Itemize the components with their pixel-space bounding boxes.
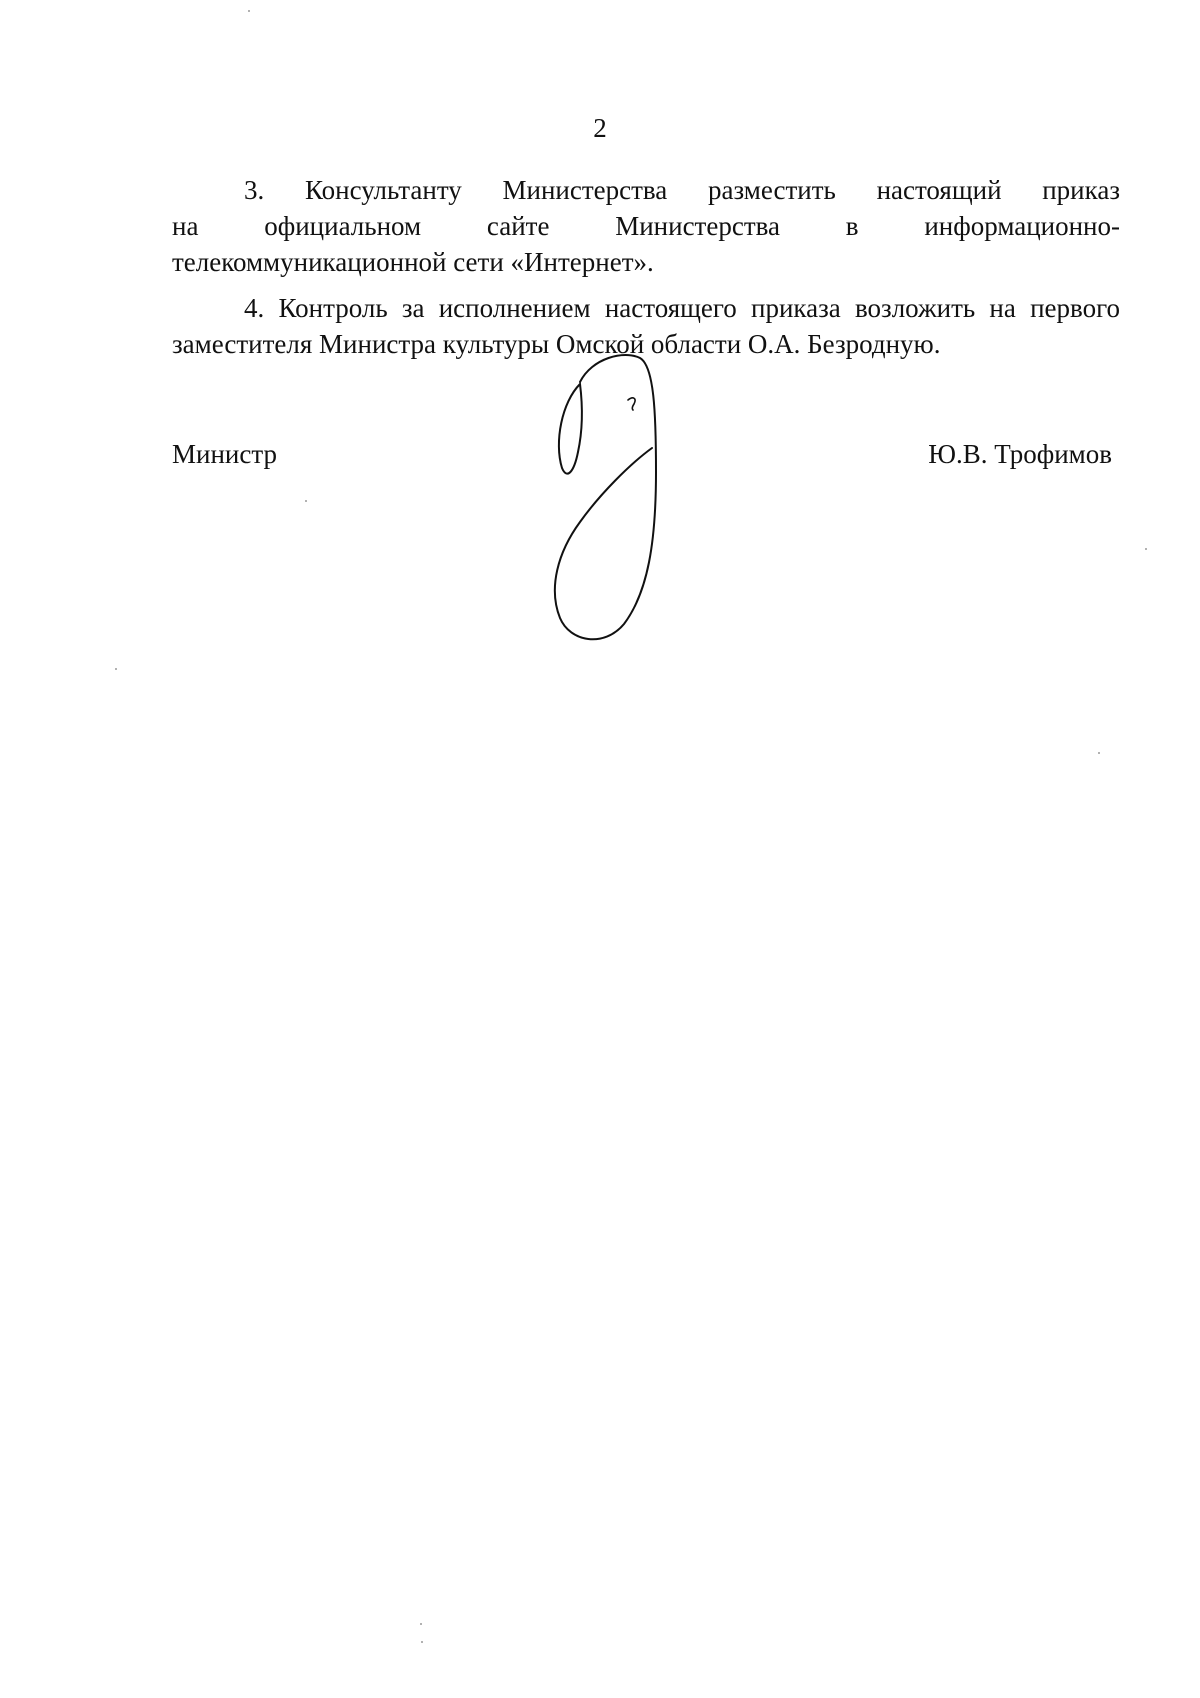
scan-speck bbox=[1145, 548, 1147, 550]
signer-name: Ю.В. Трофимов bbox=[928, 439, 1112, 469]
document-body bbox=[172, 172, 1120, 362]
scan-speck bbox=[1098, 752, 1100, 754]
paragraph-4-line-2: заместителя Министра культуры Омской области О.А. Безродную. bbox=[172, 329, 941, 359]
paragraph-3-line-3: телекоммуникационной сети «Интернет». bbox=[172, 247, 654, 277]
paragraph-item-3 bbox=[172, 172, 1120, 280]
paragraph-3-line-1: 3. Консультанту Министерства разместить настоящий приказ bbox=[244, 175, 1120, 205]
scan-speck bbox=[420, 1623, 422, 1625]
paragraph-3-line-2: на официальном сайте Министерства в информационно- bbox=[172, 211, 1120, 241]
scan-speck bbox=[248, 10, 250, 12]
paragraph-4-line-1: 4. Контроль за исполнением настоящего приказа возложить на первого bbox=[244, 293, 1120, 323]
handwritten-signature-icon bbox=[540, 352, 690, 652]
page-number: 2 bbox=[593, 113, 607, 143]
scan-speck bbox=[115, 668, 117, 670]
signer-position: Министр bbox=[172, 439, 277, 469]
scan-speck bbox=[421, 1641, 423, 1643]
scan-speck bbox=[305, 500, 307, 502]
